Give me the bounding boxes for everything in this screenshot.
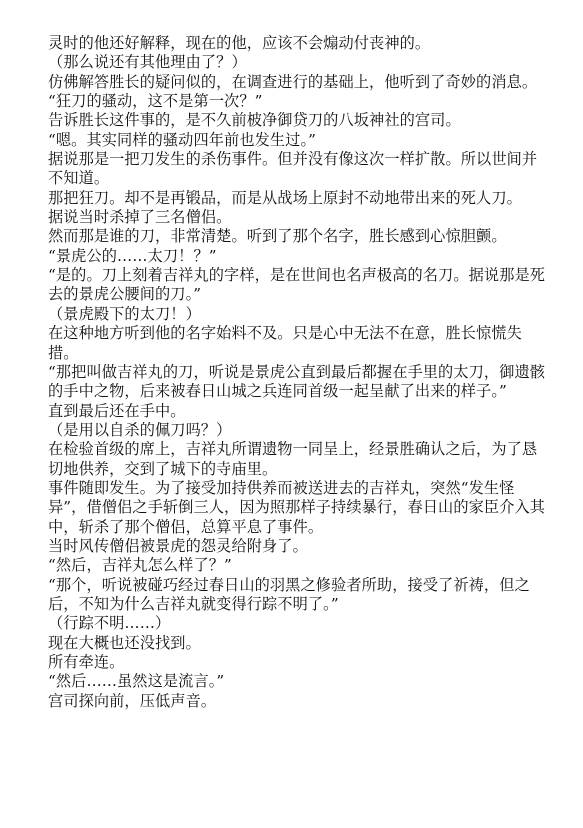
paragraph: （行踪不明……） (48, 614, 171, 633)
paragraph: 那把狂刀。却不是再锻品，而是从战场上原封不动地带出来的死人刀。 (48, 188, 522, 207)
paragraph: （那么说还有其他理由了？） (48, 53, 247, 72)
paragraph: “然后……虽然这是流言。” (48, 672, 225, 691)
paragraph: 当时风传僧侣被景虎的怨灵给附身了。 (48, 536, 308, 555)
paragraph: （是用以自杀的佩刀吗？） (48, 420, 232, 439)
paragraph: “狂刀的骚动，这不是第一次？” (48, 92, 263, 111)
paragraph: 在这种地方听到他的名字始料不及。只是心中无法不在意，胜长惊慌失措。 (48, 324, 522, 362)
paragraph: 在检验首级的席上，吉祥丸所谓遗物一同呈上，经景胜确认之后，为了恳切地供养，交到了城下的寺庙里。 (48, 440, 538, 478)
paragraph: “然后，吉祥丸怎么样了？” (48, 556, 232, 575)
paragraph: 据说当时杀掉了三名僧侣。 (48, 208, 232, 227)
paragraph: “嗯。其实同样的骚动四年前也发生过。” (48, 130, 317, 149)
paragraph: “那个，听说被碰巧经过春日山的羽黑之修验者所助，接受了祈祷，但之后，不知为什么吉祥丸就变得行踪不明了。” (48, 575, 530, 613)
paragraph: 事件随即发生。为了接受加持供养而被送进去的吉祥丸，突然“发生怪异”，借僧侣之手斩倒三人，因为照那样子持续暴行，春日山的家臣介入其中，斩杀了那个僧侣，总算平息了事件。 (48, 478, 546, 536)
paragraph: 现在大概也还没找到。 (48, 633, 201, 652)
paragraph: 直到最后还在手中。 (48, 401, 186, 420)
paragraph: 据说那是一把刀发生的杀伤事件。但并没有像这次一样扩散。所以世间并不知道。 (48, 150, 538, 188)
document-page (48, 34, 548, 711)
paragraph: 灵时的他还好解释，现在的他，应该不会煽动付丧神的。 (48, 34, 431, 52)
paragraph: “那把叫做吉祥丸的刀，听说是景虎公直到最后都握在手里的太刀，御遗骸的手中之物，后来被春日山城之兵连同首级一起呈献了出来的样子。” (48, 362, 546, 401)
paragraph: “是的。刀上刻着吉祥丸的字样，是在世间也名声极高的名刀。据说那是死去的景虎公腰间的刀。” (48, 266, 546, 304)
paragraph: 仿佛解答胜长的疑问似的，在调查进行的基础上，他听到了奇妙的消息。 (48, 72, 538, 91)
paragraph: （景虎殿下的太刀！） (48, 304, 201, 323)
paragraph: 然而那是谁的刀，非常清楚。听到了那个名字，胜长感到心惊胆颤。 (48, 227, 507, 246)
paragraph: 所有牵连。 (48, 653, 125, 671)
paragraph: 告诉胜长这件事的，是不久前柀净御贷刀的八坂神社的宫司。 (48, 111, 461, 130)
paragraph: “景虎公的……太刀！？” (48, 246, 217, 265)
paragraph: 宫司探向前，压低声音。 (48, 691, 217, 710)
